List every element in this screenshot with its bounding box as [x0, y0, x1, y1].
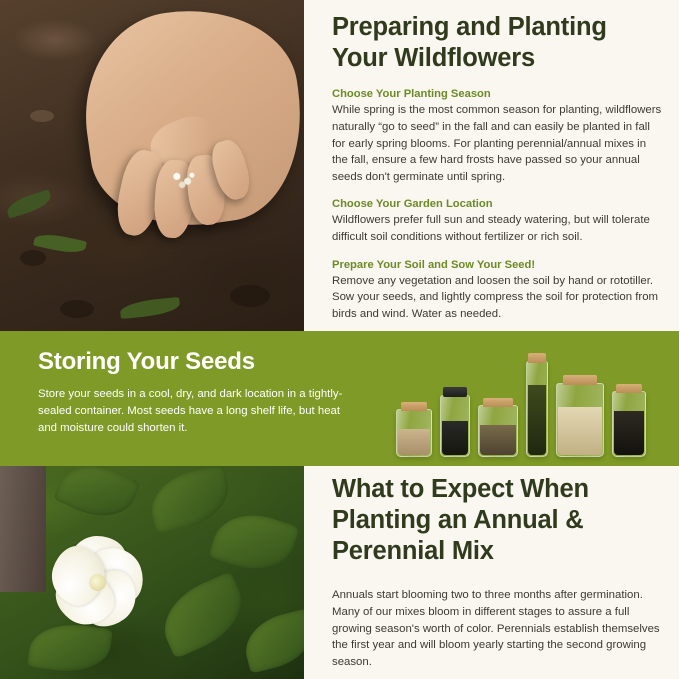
seed-jar: [478, 405, 518, 457]
section-expect-body: Annuals start blooming two to three months after germination. Many of our mixes bloom in different stages to assure a full growing season's worth of color. Perennials establish themselves the first year and will bloom yearly starting the second growing season.: [332, 589, 660, 668]
seeds-icon: [166, 168, 202, 192]
seed-jar: [612, 391, 646, 457]
section-storing-heading: Storing Your Seeds: [38, 348, 255, 375]
dark-lid-icon: [443, 387, 467, 397]
section-preparing-and-planting: [0, 0, 679, 331]
section-storing-body: Store your seeds in a cool, dry, and dark location in a tightly-sealed container. Most seeds have a long shelf life, but heat and moisture could shorten it.: [38, 388, 343, 435]
cork-lid-icon: [563, 375, 597, 385]
seed-tube: [526, 361, 548, 457]
jar-contents: [614, 411, 644, 455]
subheading-planting-season: Choose Your Planting Season: [332, 88, 491, 101]
subheading-garden-location: Choose Your Garden Location: [332, 198, 493, 211]
subheading-prepare-soil: Prepare Your Soil and Sow Your Seed!: [332, 258, 536, 271]
soil-clod-icon: [60, 300, 94, 318]
jar-contents: [528, 385, 546, 455]
section-storing-text: [38, 348, 348, 437]
white-flower: [36, 526, 158, 638]
soil-clod-icon: [230, 285, 270, 307]
moonflower-photo: [0, 466, 304, 679]
cork-lid-icon: [616, 384, 642, 393]
body-prepare-soil: Remove any vegetation and loosen the soil by hand or rototiller. Sow your seeds, and lightly compress the soil for protection from birds and wind. Water as needed.: [332, 274, 659, 320]
jar-contents: [398, 429, 430, 455]
jar-contents: [558, 407, 602, 455]
section-preparing-heading: Preparing and Planting Your Wildflowers: [332, 13, 607, 73]
seed-jar: [556, 383, 604, 457]
cork-lid-icon: [483, 398, 513, 407]
section-storing-your-seeds: [0, 331, 679, 466]
cork-lid-icon: [528, 353, 546, 363]
section-preparing-text: [332, 0, 662, 331]
hand-sowing-seeds-photo: [0, 0, 304, 331]
jar-contents: [442, 421, 468, 455]
section-expect-heading: What to Expect When Planting an Annual & Perennial Mix: [332, 475, 589, 566]
flower-center-icon: [89, 574, 106, 591]
cork-lid-icon: [401, 402, 427, 411]
seed-jars-photo: [388, 347, 660, 457]
jar-contents: [480, 425, 516, 455]
body-planting-season: While spring is the most common season for planting, wildflowers naturally “go to seed” in the fall and can easily be planted in fall for early spring blooms. For planting perennial/annual mixes in the fall, ensure a few hard frosts have passed so your annual seeds don't germinate until spring.: [332, 104, 662, 183]
body-garden-location: Wildflowers prefer full sun and steady watering, but will tolerate difficult soil conditions without fertilizer or rich soil.: [332, 214, 650, 244]
section-what-to-expect: [0, 466, 679, 679]
soil-highlight-icon: [30, 110, 54, 122]
seed-jar: [440, 395, 470, 457]
section-expect-text: [332, 474, 662, 671]
soil-clod-icon: [20, 250, 46, 266]
seed-jar: [396, 409, 432, 457]
